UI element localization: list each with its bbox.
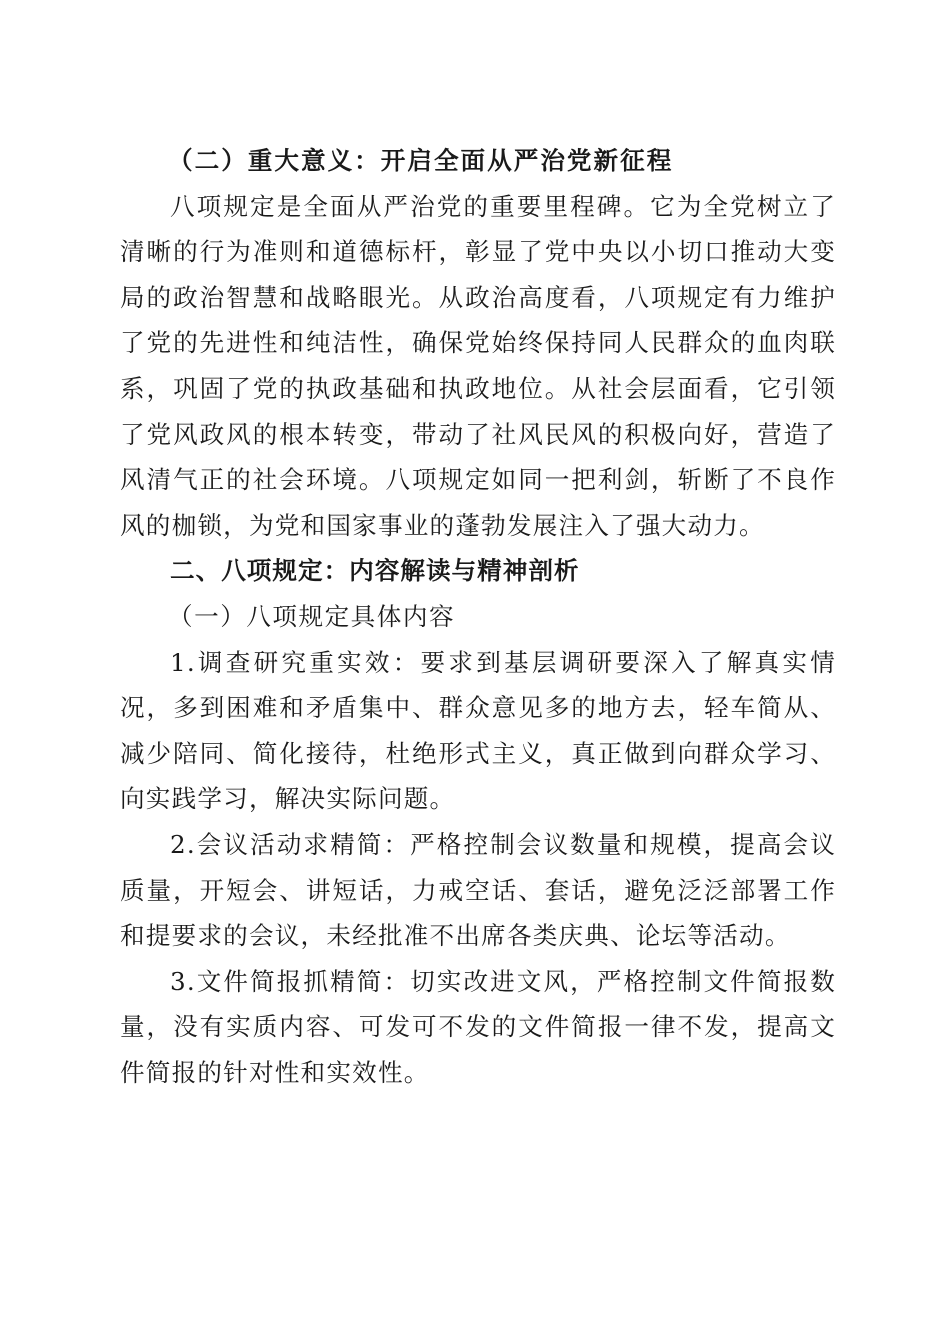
part-heading-content-interpretation: 二、八项规定：内容解读与精神剖析 xyxy=(170,556,580,586)
document-body xyxy=(120,138,836,1095)
list-item-research: 1.调查研究重实效：要求到基层调研要深入了解真实情况，多到困难和矛盾集中、群众意见多的地方去，轻车简从、减少陪同、简化接待，杜绝形式主义，真正做到向群众学习、向实践学习，解决实际问题。 xyxy=(120,647,836,814)
section-heading-specific-content: （一）八项规定具体内容 xyxy=(168,601,456,631)
list-item-meetings: 2.会议活动求精简：严格控制会议数量和规模，提高会议质量，开短会、讲短话，力戒空话、套话，避免泛泛部署工作和提要求的会议，未经批准不出席各类庆典、论坛等活动。 xyxy=(120,829,836,951)
section-heading-significance: （二）重大意义：开启全面从严治党新征程 xyxy=(168,146,674,175)
list-item-documents: 3.文件简报抓精简：切实改进文风，严格控制文件简报数量，没有实质内容、可发可不发的文件简报一律不发，提高文件简报的针对性和实效性。 xyxy=(120,966,836,1087)
paragraph-significance: 八项规定是全面从严治党的重要里程碑。它为全党树立了清晰的行为准则和道德标杆，彰显了党中央以小切口推动大变局的政治智慧和战略眼光。从政治高度看，八项规定有力维护了党的先进性和纯洁性，确保党始终保持同人民群众的血肉联系，巩固了党的执政基础和执政地位。从社会层面看，它引领了党风政风的根本转变，带动了社风民风的积极向好，营造了风清气正的社会环境。八项规定如同一把利剑，斩断了不良作风的枷锁，为党和国家事业的蓬勃发展注入了强大动力。 xyxy=(120,191,836,540)
